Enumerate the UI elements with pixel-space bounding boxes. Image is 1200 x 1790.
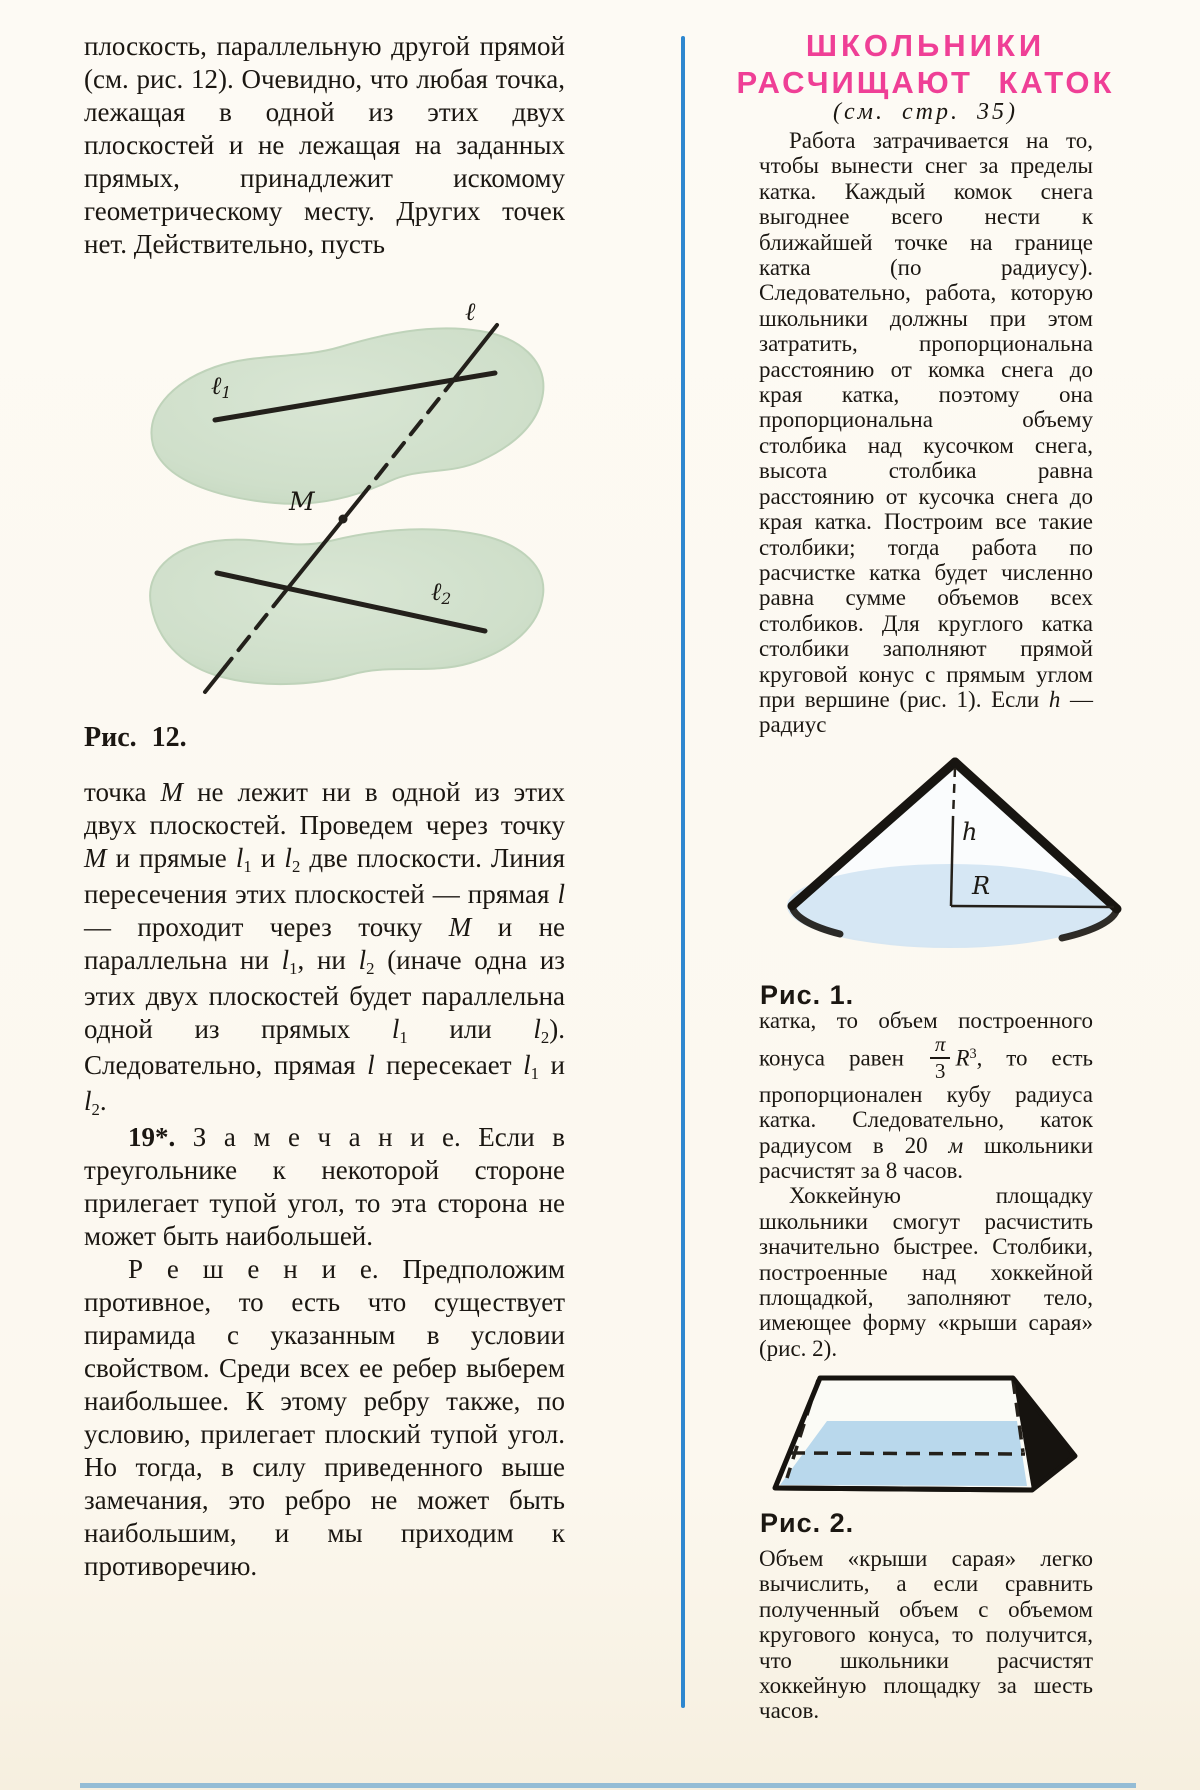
label-line-l1: ℓ$_1$ — [211, 371, 232, 403]
plane-blob-top — [152, 328, 544, 503]
figure-12-drawing — [75, 295, 615, 705]
paragraph-roof: Объем «крыши сарая» легко вычислить, а если сравнить полученный объем с объемом кругового конуса, то получится, что школьники расчистят хоккейную площадку за шесть часов. — [759, 1546, 1093, 1724]
figure-12-caption: Рис. 12. — [84, 722, 187, 753]
left-text-block — [84, 776, 565, 1583]
paragraph-hockey: Хоккейную площадку школьники смогут расчистить значительно быстрее. Столбики, построенные над хоккейной площадкой, заполняют тело, имеющее форму «крыши сарая» (рис. 2). — [759, 1183, 1093, 1361]
figure-12 — [75, 295, 615, 705]
label-height-h: h — [962, 818, 978, 846]
label-radius-R: R — [972, 872, 991, 900]
figure-2-prism — [755, 1368, 1085, 1506]
paragraph-continuation: плоскость, параллельную другой прямой (см. рис. 12). Очевидно, что любая точка, лежащая в одной из этих двух плоскостей и не лежащая на заданных прямых, принадлежит искомому геометрическому месту. Других точек нет. Действительно, пусть — [84, 31, 565, 259]
right-text-block — [759, 1008, 1093, 1361]
article-title — [718, 28, 1133, 101]
paragraph-volume: катка, то объем построенного конуса равен $\frac{\pi}{3}$ $R^3$, то есть пропорционален кубу радиуса катка. Следовательно, каток радиусом в 20 м школьники расчистят за 8 часов. — [759, 1008, 1094, 1184]
figure-1-caption: Рис. 1. — [760, 980, 855, 1010]
paragraph-remark-19: 19*. З а м е ч а н и е. Если в треугольнике к некоторой стороне прилегает тупой угол, то эта сторона не может быть наибольшей. — [84, 1122, 565, 1251]
paragraph-point-m: точка M не лежит ни в одной из этих двух плоскостей. Проведем через точку M и прямые $l_1$ и $l_2$ две плоскости. Линия пересечения этих плоскостей — прямая l — проходит через точку M и не параллельна ни $l_1$, ни $l_2$ (иначе одна из этих двух плоскостей будет параллельна одной из прямых $l_1$ или $l_2$). Следовательно, прямая l пересекает $l_1$ и $l_2$. — [84, 777, 566, 1119]
point-M-dot — [339, 515, 348, 524]
article-title-line2: РАСЧИЩАЮТ КАТОК — [736, 65, 1115, 100]
paragraph-work: Работа затрачивается на то, чтобы вынести снег за пределы катка. Каждый комок снега выгоднее всего нести к ближайшей точке на границе катка (по радиусу). Следовательно, работа, которую школьники должны при этом затратить, пропорциональна расстоянию от комка снега до края катка, поэтому она пропорциональна объему столбика над кусочком снега, высота столбика равна расстоянию от кусочка снега до края катка. Построим все такие столбики; тогда работа по расчистке катка будет численно равна сумме объемов всех столбиков. Для круглого катка столбики заполняют прямой круговой конус с прямым углом при вершине (рис. 1). Если h — радиус — [759, 128, 1093, 738]
figure-2-drawing — [755, 1368, 1085, 1506]
paragraph-solution: Р е ш е н и е. Предположим противное, то есть что существует пирамида с указанным в условии свойством. Среди всех ее ребер выберем наибольшее. К этому ребру также, по условию, прилегает плоский тупой угол. Но тогда, в силу приведенного выше замечания, это ребро не может быть наибольшим, и мы приходим к противоречию. — [84, 1254, 565, 1581]
label-line-l: ℓ — [465, 297, 476, 326]
column-divider-rule — [681, 36, 685, 1708]
article-subtitle: (см. стр. 35) — [833, 99, 1018, 125]
prism-front-edge — [775, 1488, 1032, 1490]
figure-1-drawing — [770, 756, 1130, 984]
article-title-line1: ШКОЛЬНИКИ — [805, 28, 1046, 63]
figure-2-caption: Рис. 2. — [760, 1508, 855, 1538]
radius-line — [951, 906, 1114, 907]
figure-1-cone — [770, 756, 1130, 984]
bottom-page-rule — [80, 1783, 1136, 1788]
label-point-M: M — [289, 487, 315, 516]
plane-blob-bottom — [150, 529, 543, 684]
label-line-l2: ℓ$_2$ — [431, 577, 452, 609]
